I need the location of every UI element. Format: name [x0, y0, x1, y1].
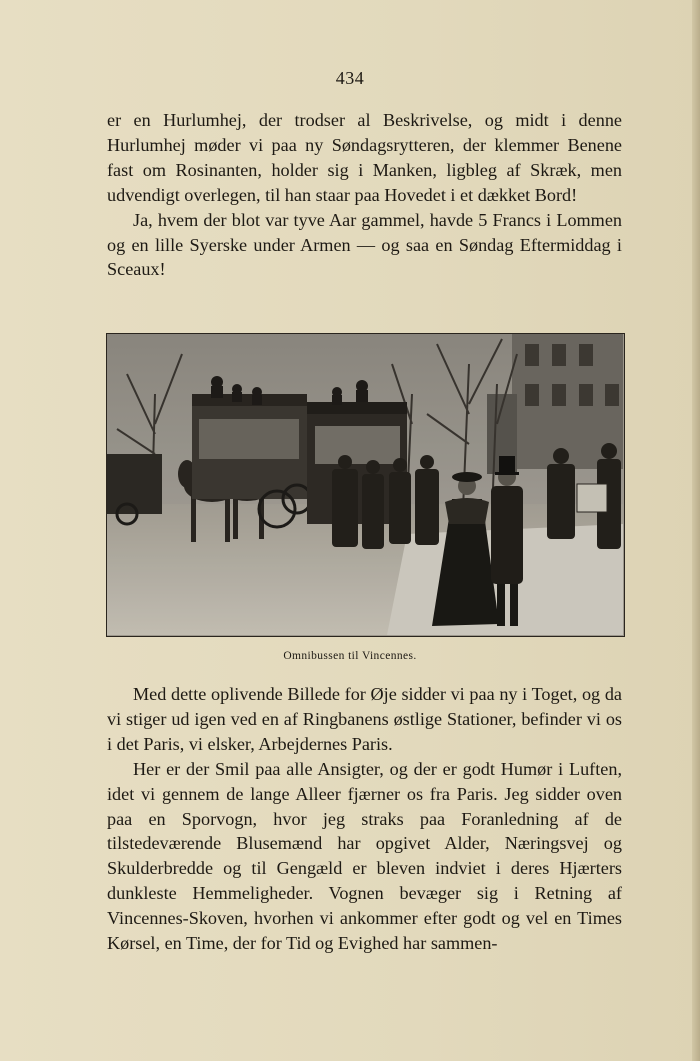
- figure-caption: Omnibussen til Vincennes.: [283, 650, 417, 662]
- text-block-top: [107, 108, 622, 282]
- paragraph: Med dette oplivende Billede for Øje sidder vi paa ny i Toget, og da vi stiger ud igen ved en af Ringbanens østlige Stationer, befinder vi os i det Paris, vi elsker, Arbejdernes Paris.: [107, 684, 622, 754]
- paragraph: Ja, hvem der blot var tyve Aar gammel, havde 5 Francs i Lommen og en lille Syerske under Armen — og saa en Søndag Eftermiddag i Sceaux!: [107, 209, 622, 280]
- photo-omnibus-street-scene: [106, 333, 625, 637]
- paragraph: Her er der Smil paa alle Ansigter, og der er godt Humør i Luften, idet vi gennem de lange Alleer fjærner os fra Paris. Jeg sidder oven paa en Sporvogn, hvor jeg straks paa Foranledning af de tilstedeværende Blusemænd har opgivet Alder, Næringsvej og Skulderbredde og til Gengæld er bleven indviet i deres Hjærters dunkleste Hemmeligheder. Vognen bevæger sig i Retning af Vincennes-Skoven, hvorhen vi ankommer efter godt og vel en Times Kørsel, en Time, der for Tid og Evighed har sammen-: [107, 758, 622, 954]
- page-edge: [692, 0, 700, 1061]
- halftone-photograph: [107, 334, 623, 635]
- page-number: 434: [335, 68, 365, 88]
- text-block-bottom: [107, 682, 622, 956]
- paragraph: er en Hurlumhej, der trodser al Beskrivelse, og midt i denne Hurlumhej møder vi paa ny Søndagsrytteren, der klemmer Benene fast om Rosinanten, holder sig i Manken, ligbleg af Skræk, men udvendigt overlegen, til han staar paa Hovedet i et dækket Bord!: [107, 110, 622, 205]
